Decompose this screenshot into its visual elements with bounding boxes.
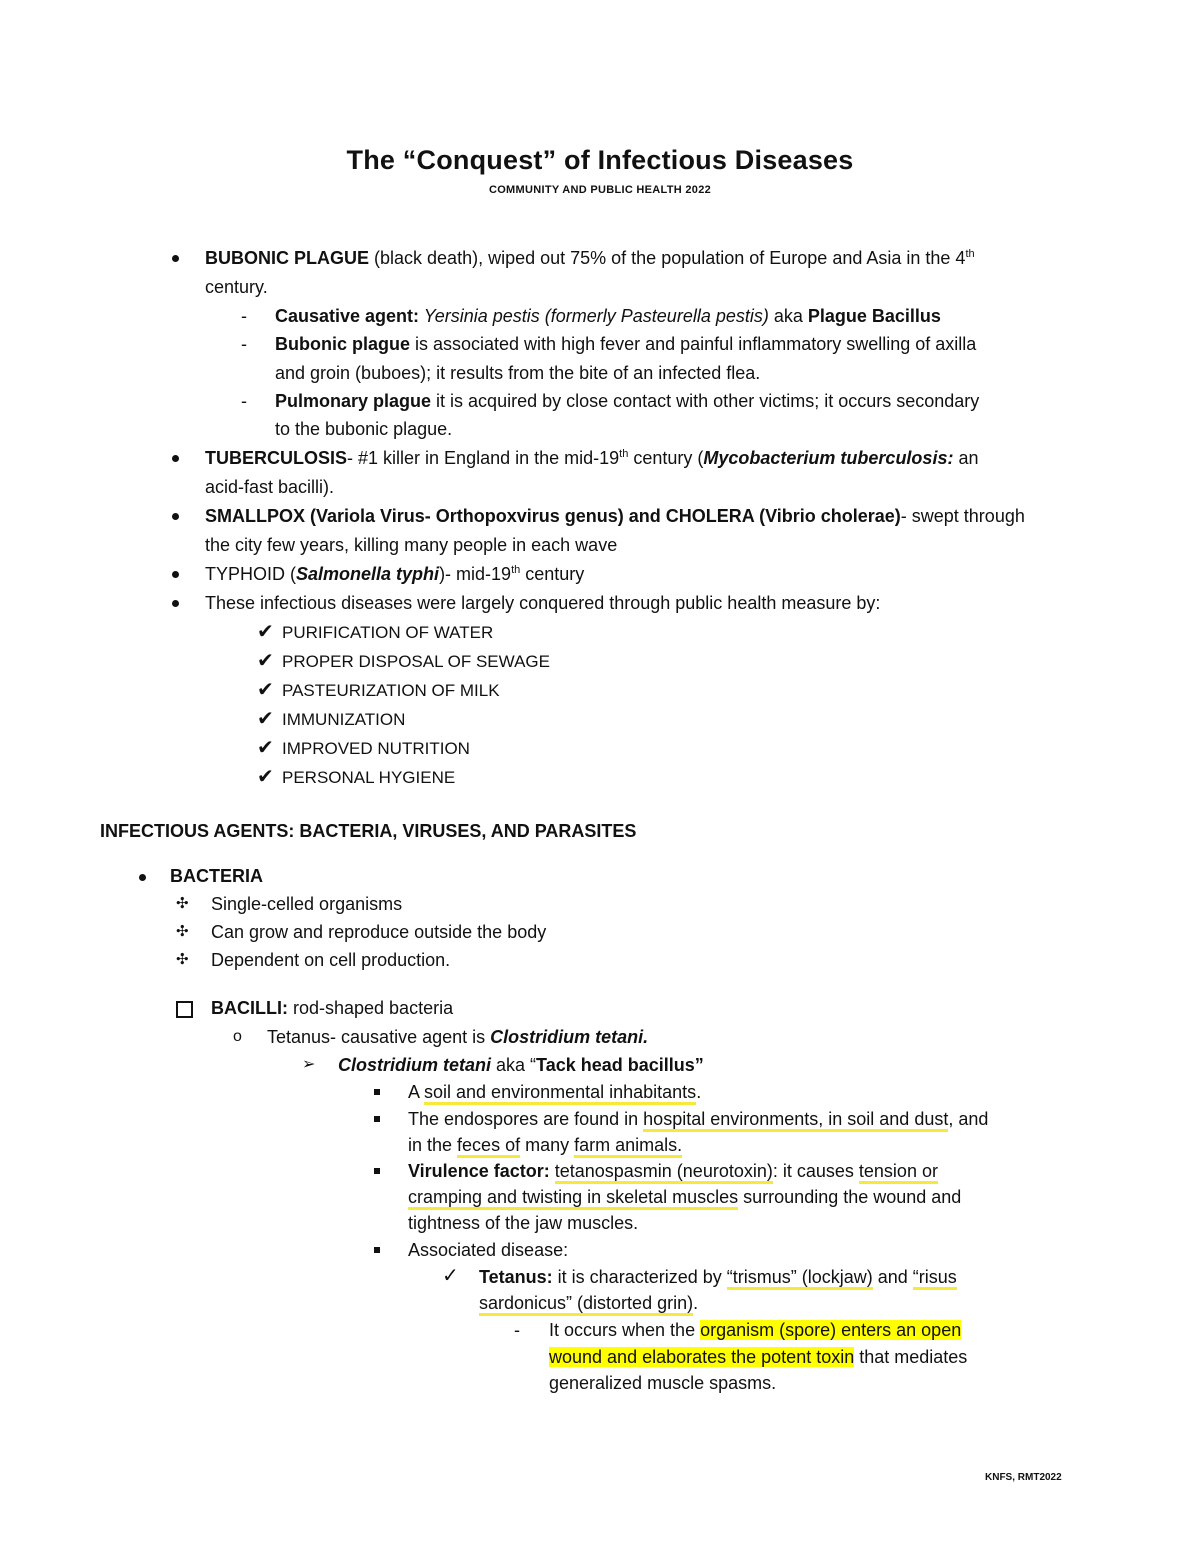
bullet-dot: [139, 874, 146, 881]
tetanus-agent-line: [267, 1027, 648, 1047]
bubonic-line-2: and groin (buboes); it results from the bite of an infected flea.: [275, 363, 761, 383]
text-span: [550, 1161, 555, 1181]
page-subtitle: COMMUNITY AND PUBLIC HEALTH 2022: [488, 184, 712, 196]
measure-item: IMMUNIZATION: [282, 710, 406, 729]
dash-bullet: -: [241, 334, 247, 354]
measure-item: PURIFICATION OF WATER: [282, 623, 494, 642]
tetani-point-4: Associated disease:: [408, 1240, 569, 1260]
bullet-dot: [172, 600, 179, 607]
bullet-dot: [172, 455, 179, 462]
tetani-point-3-line-1: [408, 1161, 938, 1181]
occurs-line-2: [549, 1347, 967, 1367]
occurs-line-3: generalized muscle spasms.: [549, 1373, 777, 1393]
tetani-point-2-line-1: [408, 1109, 988, 1129]
aka-text: aka “: [491, 1055, 537, 1075]
underlined-text: hospital environments, in soil and dust: [643, 1109, 948, 1132]
text-span: many: [520, 1135, 575, 1155]
measure-item: PROPER DISPOSAL OF SEWAGE: [282, 652, 550, 671]
aka-bold: Tack head bacillus”: [536, 1055, 704, 1075]
text-span: in the: [408, 1135, 458, 1155]
pulmonary-label: Pulmonary plague: [275, 391, 432, 411]
tb-text: century (: [628, 448, 704, 468]
agent-name: Plague Bacillus: [807, 306, 941, 326]
typhoid-line: [205, 564, 584, 584]
checkmark-icon: ✓: [442, 1265, 459, 1287]
bacteria-point: Single-celled organisms: [211, 894, 403, 914]
arrow-bullet-icon: ➢: [302, 1056, 316, 1073]
bubonic-label: Bubonic plague: [275, 334, 410, 354]
circle-bullet-icon: o: [233, 1028, 242, 1045]
square-bullet: [374, 1247, 380, 1253]
text-span: .: [693, 1293, 699, 1313]
square-bullet: [374, 1168, 380, 1174]
smallpox-bold: SMALLPOX (Variola Virus- Orthopoxvirus genus) and CHOLERA (Vibrio cholerae): [205, 506, 901, 526]
underlined-text: tension or: [859, 1161, 938, 1184]
underlined-text: cramping and twisting in skeletal muscles: [408, 1187, 738, 1210]
tetanus-label: Tetanus:: [479, 1267, 553, 1287]
typhoid-text: century: [520, 564, 585, 584]
smallpox-line-2: the city few years, killing many people in each wave: [205, 535, 618, 555]
checkmark-icon: ✔: [257, 621, 274, 643]
text-span: surrounding the wound and: [738, 1187, 962, 1207]
smallpox-text: - swept through: [900, 506, 1025, 526]
tb-line-2: acid-fast bacilli).: [205, 477, 335, 497]
underlined-text: “risus: [913, 1267, 957, 1290]
text-span: .: [696, 1082, 702, 1102]
bullet-dot: [172, 513, 179, 520]
superscript: th: [511, 564, 521, 576]
tb-line-1: [205, 448, 978, 468]
text-span: The endospores are found in: [408, 1109, 644, 1129]
underlined-text: “trismus” (lockjaw): [727, 1267, 873, 1290]
tb-text: an: [953, 448, 979, 468]
typhoid-text: TYPHOID (: [205, 564, 297, 584]
checkmark-icon: ✔: [257, 766, 274, 788]
page-title: The “Conquest” of Infectious Diseases: [346, 145, 854, 175]
bacilli-text: rod-shaped bacteria: [287, 998, 454, 1018]
tetani-point-3-line-3: tightness of the jaw muscles.: [408, 1213, 639, 1233]
text-span: : it causes: [772, 1161, 859, 1181]
tetani-point-2-line-2: [408, 1135, 682, 1155]
tetani-point-1: [408, 1082, 701, 1102]
checkbox-square-icon: [176, 1001, 193, 1018]
typhoid-italic: Salmonella typhi: [296, 564, 440, 584]
agent-label: Causative agent:: [275, 306, 420, 326]
text-span: it is characterized by: [552, 1267, 727, 1287]
dash-bullet: -: [514, 1320, 520, 1340]
plague-line-2: century.: [205, 277, 268, 297]
bullet-dot: [172, 255, 179, 262]
checkmark-icon: ✔: [257, 708, 274, 730]
section-heading: INFECTIOUS AGENTS: BACTERIA, VIRUSES, AND PARASITES: [100, 821, 637, 841]
plague-agent: [275, 306, 941, 326]
text-span: that mediates: [854, 1347, 968, 1367]
bacteria-point: Dependent on cell production.: [211, 950, 451, 970]
checkmark-icon: ✔: [257, 679, 274, 701]
pulmonary-line-2: to the bubonic plague.: [275, 419, 453, 439]
measure-item: PERSONAL HYGIENE: [282, 768, 456, 787]
superscript: th: [619, 448, 629, 460]
diamond-bullet-icon: ✣: [176, 895, 189, 912]
plague-text: (black death), wiped out 75% of the population of Europe and Asia in the 4: [369, 248, 966, 268]
highlighted-text: wound and elaborates the potent toxin: [549, 1347, 855, 1367]
tb-italic: Mycobacterium tuberculosis:: [703, 448, 954, 468]
bacteria-point: Can grow and reproduce outside the body: [211, 922, 547, 942]
dash-bullet: -: [241, 306, 247, 326]
tetanus-italic: Clostridium tetani.: [490, 1027, 649, 1047]
text-span: and: [872, 1267, 913, 1287]
measure-item: PASTEURIZATION OF MILK: [282, 681, 500, 700]
underlined-text: sardonicus” (distorted grin): [479, 1293, 693, 1316]
superscript: th: [965, 248, 975, 260]
measure-item: IMPROVED NUTRITION: [282, 739, 470, 758]
pulmonary-text: it is acquired by close contact with other victims; it occurs secondary: [431, 391, 980, 411]
occurs-line-1: [549, 1320, 961, 1340]
tetanus-text: Tetanus- causative agent is: [267, 1027, 491, 1047]
dash-bullet: -: [241, 391, 247, 411]
plague-line-1: [205, 248, 975, 268]
bacilli-line: [211, 998, 453, 1018]
agent-italic: Yersinia pestis (formerly Pasteurella pestis): [419, 306, 769, 326]
checkmark-icon: ✔: [257, 650, 274, 672]
highlighted-text: organism (spore) enters an open: [700, 1320, 962, 1340]
plague-name: BUBONIC PLAGUE: [205, 248, 370, 268]
tb-text: - #1 killer in England in the mid-19: [347, 448, 620, 468]
smallpox-line-1: [205, 506, 1025, 526]
square-bullet: [374, 1089, 380, 1095]
tack-head-line: [338, 1055, 704, 1075]
text-span: It occurs when the: [549, 1320, 701, 1340]
typhoid-text: )- mid-19: [439, 564, 512, 584]
checkmark-icon: ✔: [257, 737, 274, 759]
conquered-text: These infectious diseases were largely conquered through public health measure by:: [205, 593, 881, 613]
bullet-dot: [172, 571, 179, 578]
page-footer: KNFS, RMT2022: [985, 1472, 1062, 1483]
virulence-label: Virulence factor:: [408, 1161, 550, 1181]
tetanus-disease-line-1: [479, 1267, 957, 1287]
diamond-bullet-icon: ✣: [176, 951, 189, 968]
underlined-text: soil and environmental inhabitants: [424, 1082, 696, 1105]
aka-italic: Clostridium tetani: [338, 1055, 492, 1075]
bubonic-text: is associated with high fever and painful inflammatory swelling of axilla: [410, 334, 977, 354]
diamond-bullet-icon: ✣: [176, 923, 189, 940]
underlined-text: tetanospasmin (neurotoxin): [555, 1161, 773, 1184]
bubonic-line-1: [275, 334, 976, 354]
bacilli-label: BACILLI:: [211, 998, 288, 1018]
bacteria-label: BACTERIA: [170, 866, 263, 886]
square-bullet: [374, 1116, 380, 1122]
text-span: A: [408, 1082, 425, 1102]
underlined-text: farm animals.: [574, 1135, 682, 1158]
pulmonary-line-1: [275, 391, 979, 411]
text-span: , and: [948, 1109, 989, 1129]
agent-aka: aka: [768, 306, 808, 326]
tetani-point-3-line-2: [408, 1187, 961, 1207]
tetanus-disease-line-2: [479, 1293, 698, 1313]
tb-label: TUBERCULOSIS: [205, 448, 348, 468]
underlined-text: feces of: [457, 1135, 520, 1158]
